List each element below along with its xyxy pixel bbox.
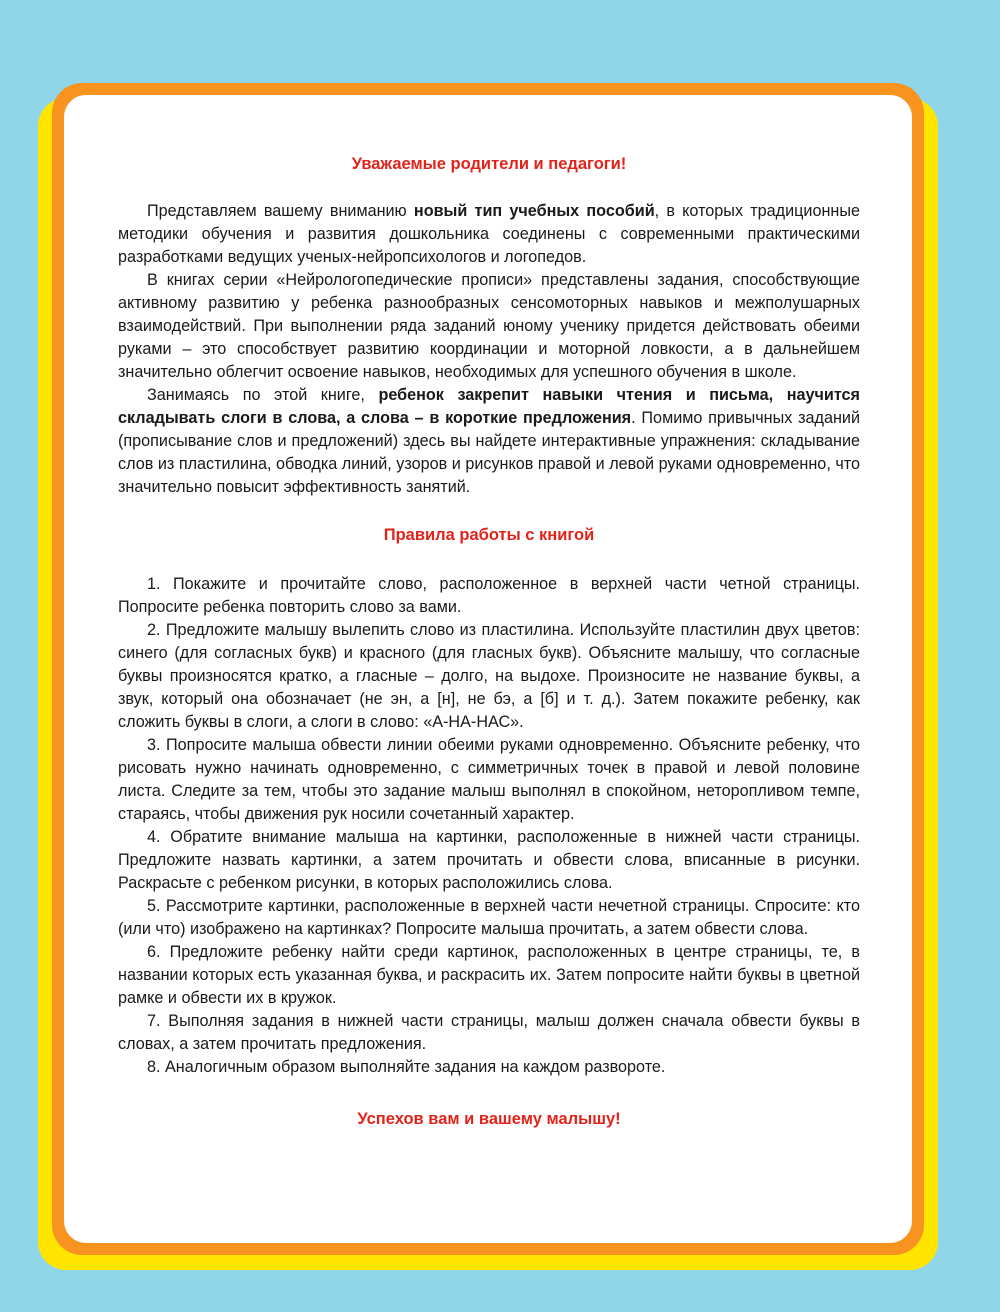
intro-paragraph-3: Занимаясь по этой книге, ребенок закрепит навыки чтения и письма, научится складывать слоги в слова, а слова – в короткие предложения. Помимо привычных заданий (прописывание слов и предложений) здесь вы найдете интерактивные упражнения: складывание слов из пластилина, обводка линий, узоров и рисунков правой и левой руками одновременно, что значительно повысит эффективность занятий.	[118, 386, 860, 496]
closing-heading: Успехов вам и вашему малышу!	[357, 1110, 621, 1128]
rule-item-2: 2. Предложите малышу вылепить слово из пластилина. Используйте пластилин двух цветов: синего (для согласных букв) и красного (для гласных букв). Объясните малышу, что согласные буквы произносятся кратко, а гласные – долго, на выдохе. Произносите не название буквы, а звук, который она обозначает (не эн, а [н], не бэ, а [б] и т. д.). Затем покажите ребенку, как сложить буквы в слоги, а слоги в слово: «А-НА-НАС».	[118, 621, 860, 731]
page-content	[64, 95, 912, 1243]
rule-item-6: 6. Предложите ребенку найти среди картинок, расположенных в центре страницы, те, в названии которых есть указанная буква, и раскрасить их. Затем попросите найти буквы в цветной рамке и обвести их в кружок.	[118, 943, 860, 1007]
rule-item-3: 3. Попросите малыша обвести линии обеими руками одновременно. Объясните ребенку, что рисовать нужно начинать одновременно, с симметричных точек в правой и левой половине листа. Следите за тем, чтобы это задание малыш выполнял в спокойном, неторопливом темпе, стараясь, чтобы движения рук носили сочетанный характер.	[118, 736, 860, 823]
rule-item-7: 7. Выполняя задания в нижней части страницы, малыш должен сначала обвести буквы в словах, а затем прочитать предложения.	[118, 1012, 860, 1053]
rule-item-5: 5. Рассмотрите картинки, расположенные в верхней части нечетной страницы. Спросите: кто (или что) изображено на картинках? Попросите малыша прочитать, а затем обвести слова.	[118, 897, 860, 938]
intro-bold-phrase-3: ребенок закрепит навыки чтения и письма, научится складывать слоги в слова, а слова – в короткие предложения	[118, 386, 860, 427]
intro-paragraph-1: Представляем вашему вниманию новый тип учебных пособий, в которых традиционные методики обучения и развития дошкольника соединены с современными практическими разработками ведущих ученых-нейропсихологов и логопедов.	[118, 202, 860, 266]
rule-item-8: 8. Аналогичным образом выполняйте задания на каждом развороте.	[147, 1058, 666, 1076]
rule-item-4: 4. Обратите внимание малыша на картинки, расположенные в нижней части страницы. Предложите назвать картинки, а затем прочитать и обвести слова, вписанные в рисунки. Раскрасьте с ребенком рисунки, в которых расположились слова.	[118, 828, 860, 892]
greeting-heading: Уважаемые родители и педагоги!	[351, 155, 627, 173]
rule-item-1: 1. Покажите и прочитайте слово, расположенное в верхней части четной страницы. Попросите ребенка повторить слово за вами.	[118, 575, 860, 616]
intro-paragraph-2: В книгах серии «Нейрологопедические прописи» представлены задания, способствующие активному развитию у ребенка разнообразных сенсомоторных навыков и межполушарных взаимодействий. При выполнении ряда заданий юному ученику придется действовать обеими руками – это способствует развитию координации и моторной ловкости, а в дальнейшем значительно облегчит освоение навыков, необходимых для успешного обучения в школе.	[118, 271, 860, 381]
intro-bold-phrase-1: новый тип учебных пособий	[413, 202, 655, 220]
rules-heading: Правила работы с книгой	[383, 526, 595, 544]
